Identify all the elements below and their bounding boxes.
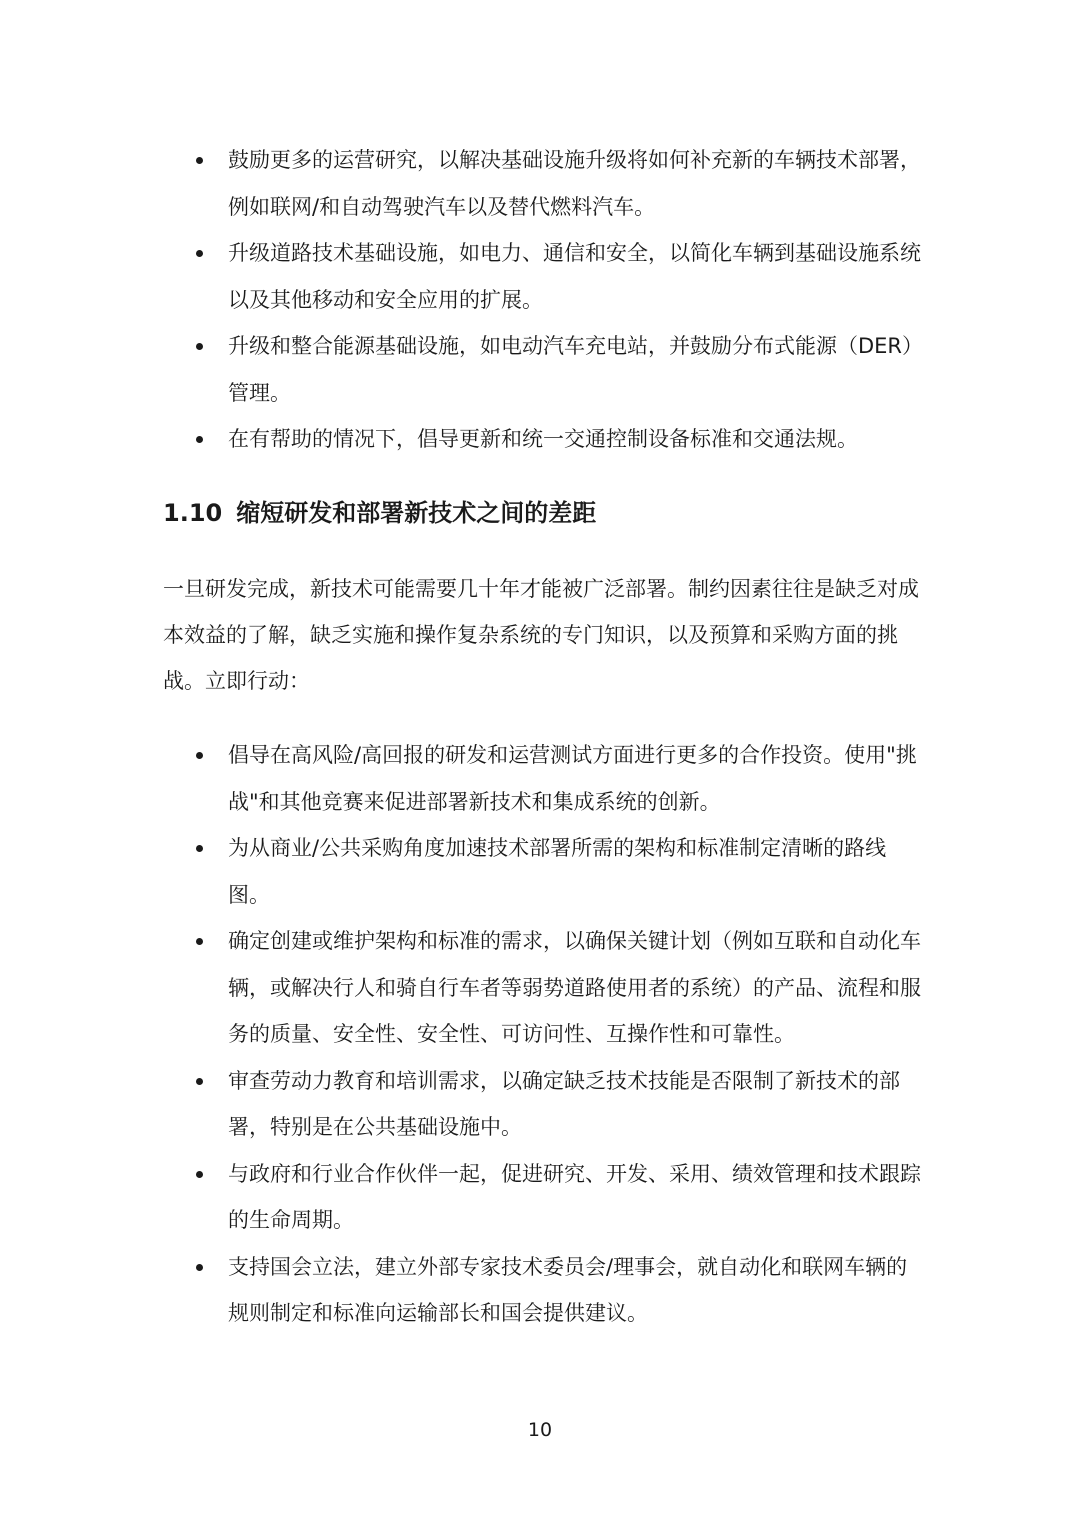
page-number: 10 — [527, 1419, 553, 1441]
section-heading — [163, 493, 596, 533]
list-item-text: 升级道路技术基础设施，如电力、通信和安全，以简化车辆到基础设施系统以及其他移动和安全应用的扩展。 — [228, 241, 921, 312]
bullet-icon — [196, 1171, 203, 1178]
list-item-text: 升级和整合能源基础设施，如电动汽车充电站，并鼓励分布式能源（DER）管理。 — [228, 334, 924, 405]
list-item — [0, 1151, 928, 1244]
list-item — [0, 416, 928, 463]
list-item — [0, 230, 928, 323]
intro-paragraph: 一旦研发完成，新技术可能需要几十年才能被广泛部署。制约因素往往是缺乏对成本效益的了解，缺乏实施和操作复杂系统的专门知识，以及预算和采购方面的挑战。立即行动： — [163, 577, 919, 693]
bullet-icon — [196, 845, 203, 852]
list-item — [0, 1058, 928, 1151]
bullet-icon — [196, 1264, 203, 1271]
list-item-text: 审查劳动力教育和培训需求，以确定缺乏技术技能是否限制了新技术的部署，特别是在公共基础设施中。 — [228, 1068, 900, 1139]
section-title: 缩短研发和部署新技术之间的差距 — [236, 499, 597, 527]
list-item — [0, 1244, 928, 1337]
list-item — [0, 137, 928, 230]
list-item-text: 倡导在高风险/高回报的研发和运营测试方面进行更多的合作投资。使用"挑战"和其他竞赛来促进部署新技术和集成系统的创新。 — [228, 743, 917, 814]
bullet-list-infrastructure — [0, 137, 1080, 463]
list-item — [0, 323, 928, 416]
bullet-list-actions — [0, 732, 1080, 1337]
list-item — [0, 825, 928, 918]
bullet-icon — [196, 343, 203, 350]
list-item-text: 支持国会立法，建立外部专家技术委员会/理事会，就自动化和联网车辆的规则制定和标准向运输部长和国会提供建议。 — [228, 1254, 908, 1325]
bullet-icon — [196, 436, 203, 443]
list-item — [0, 918, 928, 1058]
list-item — [0, 732, 928, 825]
list-item-text: 在有帮助的情况下，倡导更新和统一交通控制设备标准和交通法规。 — [228, 427, 858, 451]
list-item-text: 鼓励更多的运营研究，以解决基础设施升级将如何补充新的车辆技术部署，例如联网/和自动驾驶汽车以及替代燃料汽车。 — [228, 148, 921, 219]
bullet-icon — [196, 250, 203, 257]
section-number: 1.10 — [163, 499, 223, 527]
bullet-icon — [196, 752, 203, 759]
list-item-text: 确定创建或维护架构和标准的需求，以确保关键计划（例如互联和自动化车辆，或解决行人和骑自行车者等弱势道路使用者的系统）的产品、流程和服务的质量、安全性、安全性、可访问性、互操作性和可靠性。 — [228, 929, 921, 1046]
bullet-icon — [196, 1078, 203, 1085]
list-item-text: 与政府和行业合作伙伴一起，促进研究、开发、采用、绩效管理和技术跟踪的生命周期。 — [228, 1161, 921, 1232]
list-item-text: 为从商业/公共采购角度加速技术部署所需的架构和标准制定清晰的路线图。 — [228, 836, 887, 907]
bullet-icon — [196, 938, 203, 945]
bullet-icon — [196, 157, 203, 164]
